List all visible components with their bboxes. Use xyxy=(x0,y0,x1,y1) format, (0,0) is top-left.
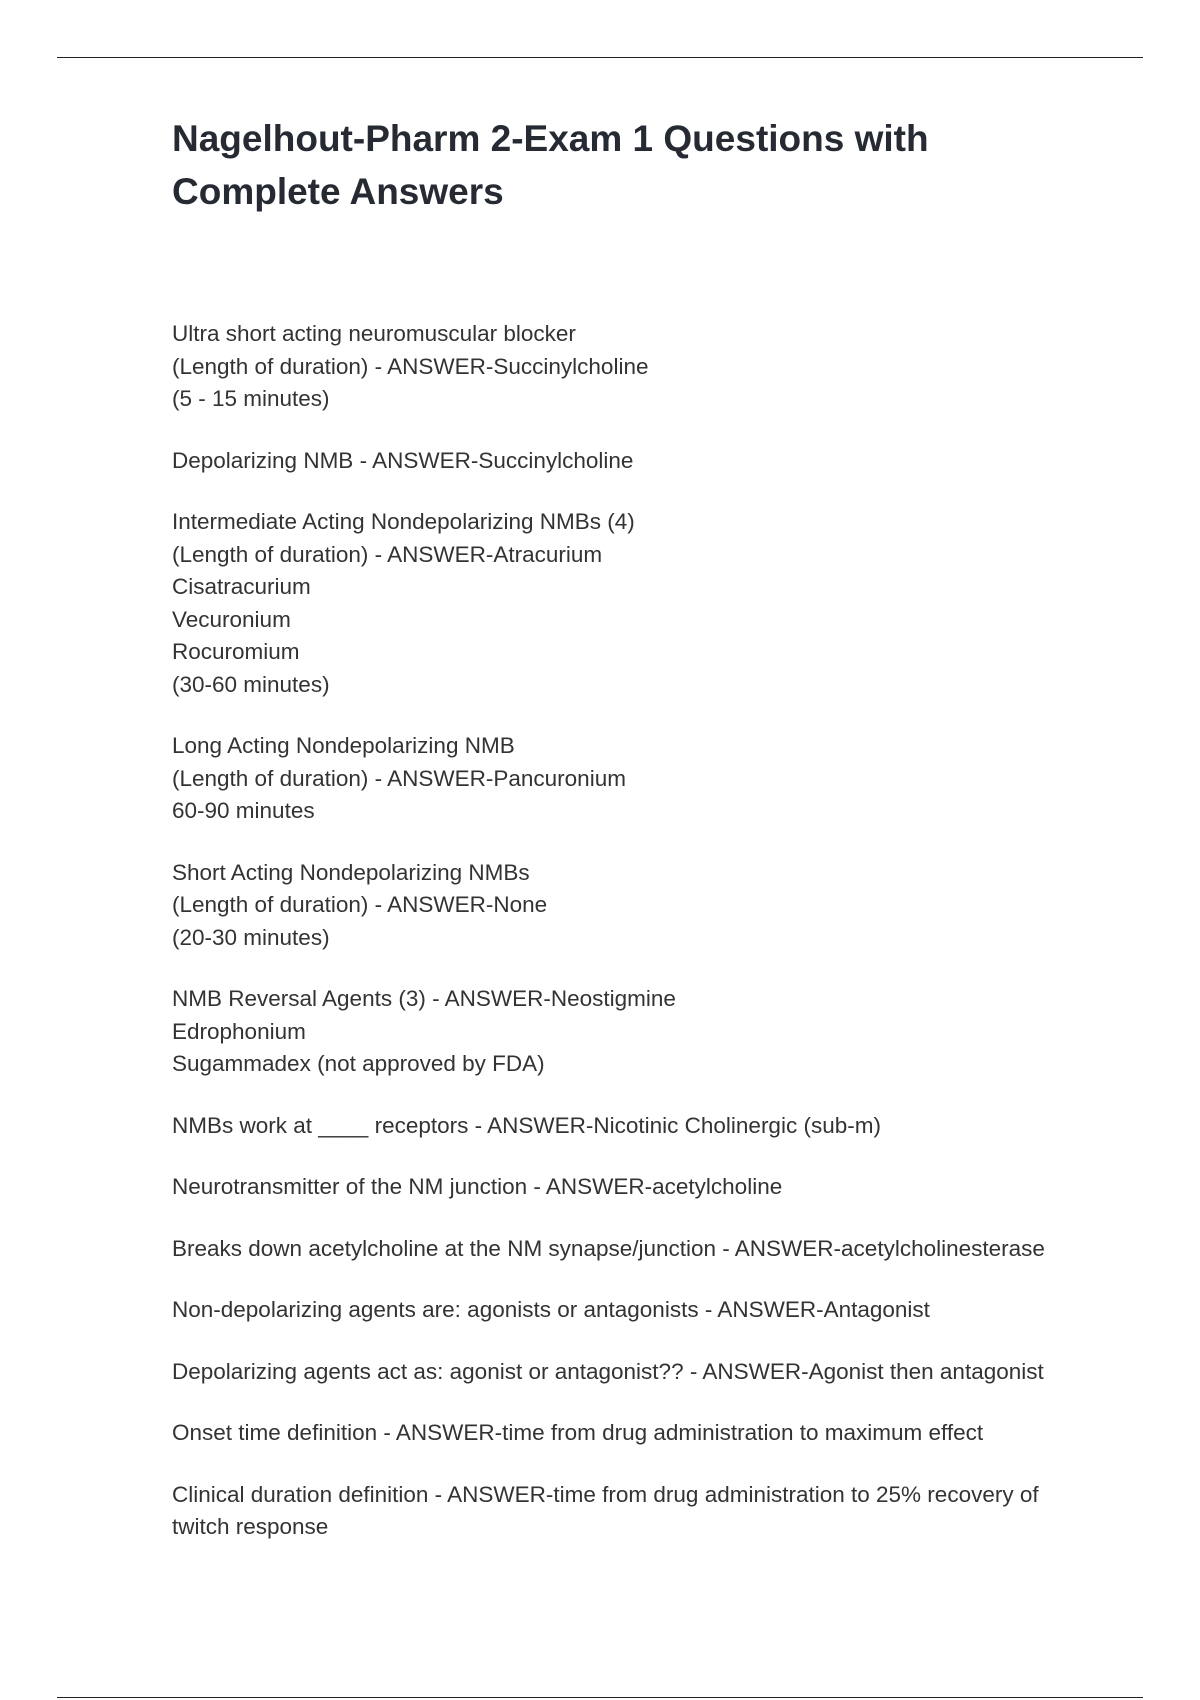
qa-line: (Length of duration) - ANSWER-Atracurium xyxy=(172,541,603,567)
qa-line: NMBs work at ____ receptors - ANSWER-Nicotinic Cholinergic (sub-m) xyxy=(172,1112,881,1138)
qa-line: Neurotransmitter of the NM junction - ANSWER-acetylcholine xyxy=(172,1174,783,1199)
top-divider xyxy=(57,57,1143,58)
qa-item xyxy=(172,730,1132,828)
document-title xyxy=(172,112,1072,218)
qa-line: Non-depolarizing agents are: agonists or antagonists - ANSWER-Antagonist xyxy=(172,1297,930,1322)
bottom-divider xyxy=(57,1697,1143,1698)
qa-item xyxy=(172,1171,1132,1204)
qa-line: (Length of duration) - ANSWER-Succinylcholine xyxy=(172,353,649,379)
qa-line: Vecuronium xyxy=(172,606,291,632)
qa-line: Edrophonium xyxy=(172,1018,306,1044)
qa-line: Intermediate Acting Nondepolarizing NMBs (4) xyxy=(172,509,635,534)
qa-line: Ultra short acting neuromuscular blocker xyxy=(172,321,576,346)
qa-item xyxy=(172,1294,1132,1327)
qa-line: (Length of duration) - ANSWER-None xyxy=(172,892,548,917)
qa-item xyxy=(172,1356,1132,1389)
question-answer-list xyxy=(172,318,1132,1573)
qa-line: Rocuromium xyxy=(172,639,300,664)
qa-line: (20-30 minutes) xyxy=(172,924,330,950)
qa-item xyxy=(172,983,1132,1081)
qa-item xyxy=(172,318,1132,416)
qa-line: Depolarizing NMB - ANSWER-Succinylcholine xyxy=(172,447,634,473)
qa-line: (5 - 15 minutes) xyxy=(172,386,330,411)
qa-line: twitch response xyxy=(172,1514,329,1539)
qa-line: (Length of duration) - ANSWER-Pancuronium xyxy=(172,765,626,791)
qa-line: Sugammadex (not approved by FDA) xyxy=(172,1051,545,1076)
qa-line: Depolarizing agents act as: agonist or antagonist?? - ANSWER-Agonist then antagonist xyxy=(172,1358,1044,1384)
qa-line: 60-90 minutes xyxy=(172,798,315,823)
qa-item xyxy=(172,1417,1132,1450)
qa-item xyxy=(172,445,1132,478)
qa-item xyxy=(172,1110,1132,1143)
qa-line: (30-60 minutes) xyxy=(172,671,330,697)
qa-line: Breaks down acetylcholine at the NM synapse/junction - ANSWER-acetylcholinesterase xyxy=(172,1235,1045,1261)
qa-line: Short Acting Nondepolarizing NMBs xyxy=(172,859,530,885)
qa-line: Clinical duration definition - ANSWER-time from drug administration to 25% recovery of xyxy=(172,1481,1039,1507)
qa-line: Long Acting Nondepolarizing NMB xyxy=(172,733,515,758)
qa-item xyxy=(172,1479,1132,1544)
qa-item xyxy=(172,506,1132,701)
qa-line: Cisatracurium xyxy=(172,574,311,599)
title-line-2: Complete Answers xyxy=(172,171,504,212)
qa-item xyxy=(172,857,1132,955)
title-line-1: Nagelhout-Pharm 2-Exam 1 Questions with xyxy=(172,118,929,159)
qa-item xyxy=(172,1233,1132,1266)
qa-line: NMB Reversal Agents (3) - ANSWER-Neostigmine xyxy=(172,986,676,1011)
qa-line: Onset time definition - ANSWER-time from drug administration to maximum effect xyxy=(172,1420,984,1445)
